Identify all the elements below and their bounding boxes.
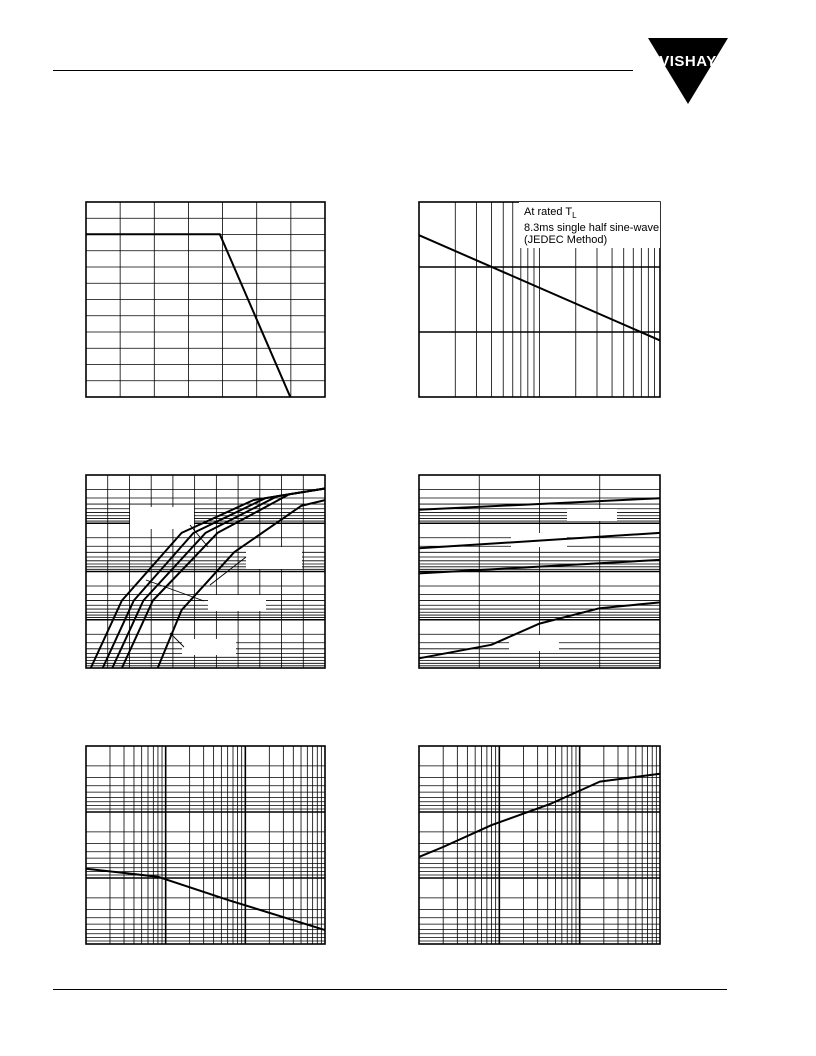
- thermal-curve: [419, 774, 660, 857]
- note-line1-sub: L: [572, 211, 577, 221]
- surge-note: [524, 206, 659, 246]
- note-line2: 8.3ms single half sine-wave: [524, 222, 660, 235]
- note-line3: (JEDEC Method): [524, 234, 608, 247]
- label-mask: [208, 595, 266, 611]
- footer-rule: [53, 989, 727, 990]
- label-mask: [130, 507, 194, 529]
- label-mask: [182, 639, 236, 655]
- chart-reverse-leakage: [419, 475, 660, 668]
- leader-line: [170, 633, 184, 647]
- label-mask: [567, 509, 617, 521]
- plot-frame: [86, 746, 325, 944]
- vishay-logo: [648, 38, 728, 104]
- chart-derating: [86, 202, 325, 397]
- note-line1: At rated T: [524, 206, 573, 218]
- header-rule: [53, 70, 633, 71]
- label-mask: [246, 547, 302, 569]
- label-mask: [509, 635, 559, 651]
- chart-capacitance: [86, 746, 325, 944]
- chart-forward-characteristics: [86, 475, 325, 668]
- brand-name: VISHAY: [659, 53, 717, 70]
- chart-thermal-impedance: [419, 746, 660, 944]
- plot-frame: [419, 746, 660, 944]
